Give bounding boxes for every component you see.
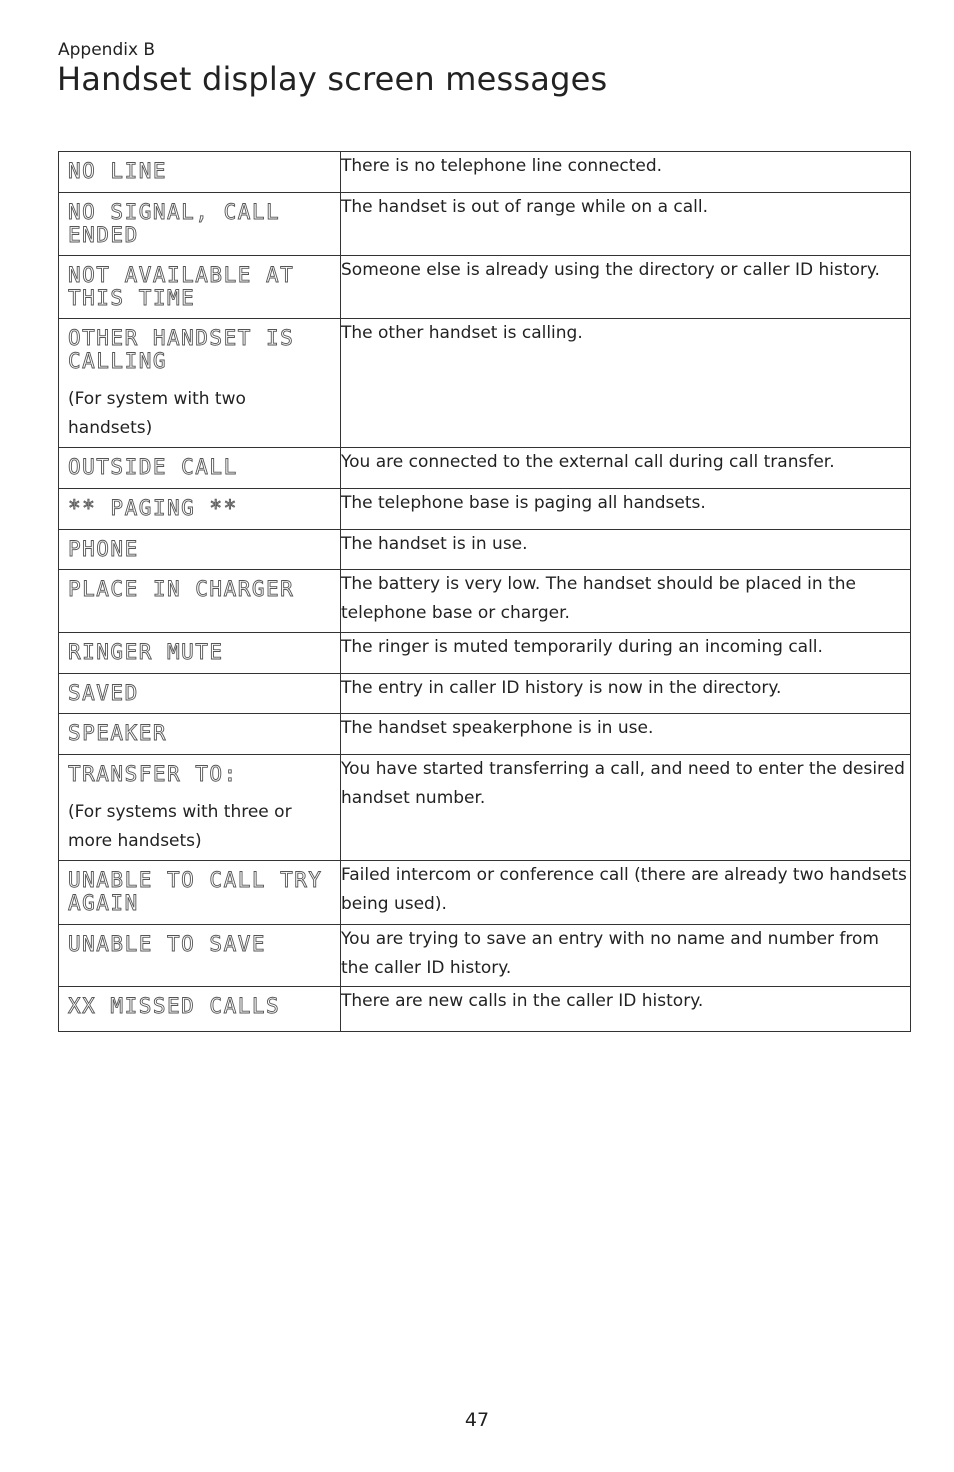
message-cell (59, 861, 341, 925)
message-cell (59, 925, 341, 987)
description-cell: There is no telephone line connected. (341, 152, 911, 193)
description-cell: The handset speakerphone is in use. (341, 714, 911, 755)
description-cell: The entry in caller ID history is now in the directory. (341, 674, 911, 714)
table-row (59, 925, 911, 987)
screen-message: OUTSIDE CALL (68, 455, 238, 479)
message-cell (59, 755, 341, 861)
screen-message: NO SIGNAL, CALL ENDED (68, 200, 295, 247)
appendix-label: Appendix B (58, 40, 156, 60)
screen-message: UNABLE TO SAVE (68, 932, 267, 956)
message-cell (59, 193, 341, 256)
description-cell: The battery is very low. The handset should be placed in the telephone base or charger. (341, 570, 911, 633)
table-row (59, 987, 911, 1032)
description-cell: The telephone base is paging all handsets. (341, 489, 911, 530)
description-cell: There are new calls in the caller ID history. (341, 987, 911, 1032)
description-cell: The handset is out of range while on a call. (341, 193, 911, 256)
message-cell (59, 714, 341, 755)
description-cell: You are trying to save an entry with no name and number from the caller ID history. (341, 925, 911, 987)
description-cell: Someone else is already using the directory or caller ID history. (341, 256, 911, 319)
screen-message: SAVED (68, 681, 139, 705)
screen-message: PHONE (68, 537, 139, 561)
screen-message: XX MISSED CALLS (68, 994, 281, 1018)
description-cell: The ringer is muted temporarily during an incoming call. (341, 633, 911, 674)
description-cell: The handset is in use. (341, 530, 911, 570)
messages-table (58, 151, 911, 1032)
table-row (59, 755, 911, 861)
screen-message: NOT AVAILABLE AT THIS TIME (68, 263, 309, 310)
screen-message: PLACE IN CHARGER (68, 577, 295, 601)
description-cell: You have started transferring a call, and need to enter the desired handset number. (341, 755, 911, 861)
message-cell (59, 489, 341, 530)
message-cell (59, 319, 341, 448)
description-cell: The other handset is calling. (341, 319, 911, 448)
table-row (59, 193, 911, 256)
message-cell (59, 530, 341, 570)
screen-message: NO LINE (68, 159, 168, 183)
table-row (59, 633, 911, 674)
screen-message: SPEAKER (68, 721, 168, 745)
message-cell (59, 987, 341, 1032)
table-row (59, 152, 911, 193)
message-cell (59, 633, 341, 674)
screen-message: TRANSFER TO: (68, 762, 238, 786)
message-cell (59, 152, 341, 193)
message-note: (For system with two handsets) (68, 389, 246, 438)
table-row (59, 714, 911, 755)
table-row (59, 448, 911, 489)
screen-message: RINGER MUTE (68, 640, 224, 664)
screen-message: OTHER HANDSET IS CALLING (68, 326, 309, 373)
page-title: Handset display screen messages (57, 60, 608, 98)
table-row (59, 530, 911, 570)
message-cell (59, 256, 341, 319)
table-row (59, 570, 911, 633)
description-cell: Failed intercom or conference call (there are already two handsets being used). (341, 861, 911, 925)
description-cell: You are connected to the external call during call transfer. (341, 448, 911, 489)
screen-message: UNABLE TO CALL TRY AGAIN (68, 868, 337, 915)
table-row (59, 489, 911, 530)
table-row (59, 674, 911, 714)
message-note: (For systems with three or more handsets) (68, 802, 292, 851)
table-row (59, 256, 911, 319)
table-row (59, 861, 911, 925)
message-cell (59, 570, 341, 633)
table-row (59, 319, 911, 448)
message-cell (59, 674, 341, 714)
message-cell (59, 448, 341, 489)
page-number: 47 (464, 1409, 490, 1431)
screen-message: ** PAGING ** (68, 496, 238, 520)
